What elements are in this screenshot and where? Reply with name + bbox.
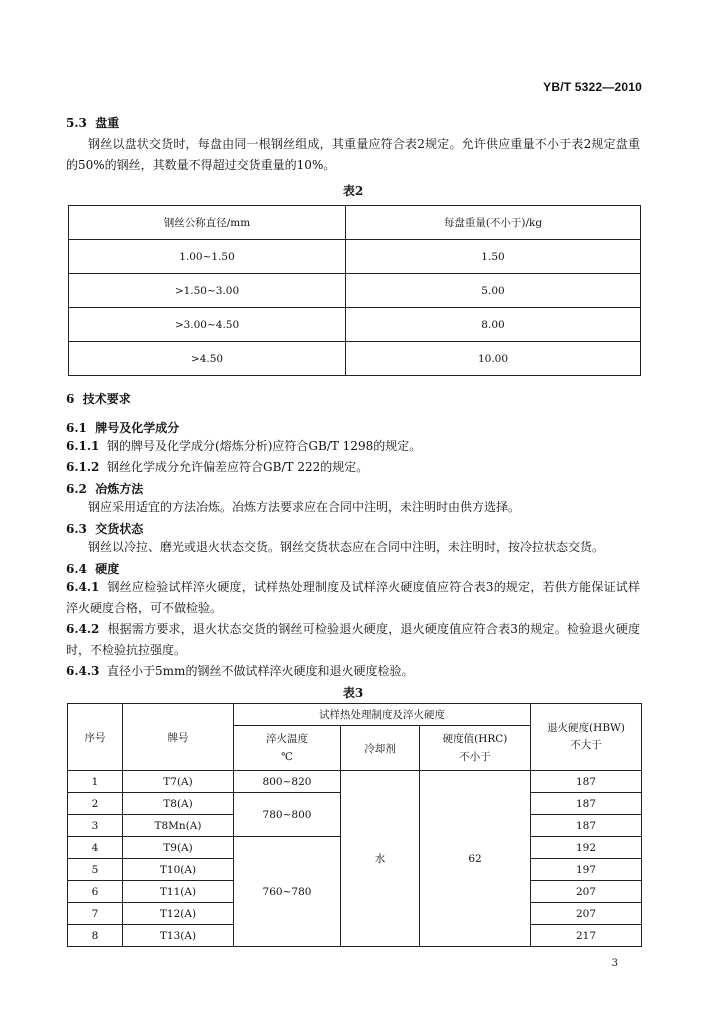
- temp-line2: ℃: [281, 751, 293, 763]
- section-title: 冶炼方法: [95, 482, 144, 496]
- table3-hbw: 207: [531, 881, 642, 903]
- section-number: 6: [66, 392, 75, 406]
- hardness-line1: 硬度值(HRC): [442, 733, 508, 745]
- table-row: [69, 274, 641, 308]
- section-number: 6.2: [66, 482, 87, 496]
- table-2: [68, 205, 641, 376]
- section-number: 6.4.2: [66, 622, 100, 636]
- table3-grade: T8(A): [123, 793, 234, 815]
- table3-temp: 800~820: [234, 771, 341, 793]
- section-6-3-heading: [66, 520, 143, 537]
- table3-temp: 760~780: [234, 837, 341, 947]
- table3-hbw: 187: [531, 771, 642, 793]
- table3-grade: T9(A): [123, 837, 234, 859]
- anneal-line2: 不大于: [570, 739, 602, 751]
- section-6-2-heading: [66, 480, 143, 497]
- table3-header-anneal: [531, 704, 642, 771]
- table2-caption: 表2: [342, 184, 364, 198]
- table3-header-hardness: [420, 726, 531, 771]
- table2-cell: >4.50: [69, 342, 346, 376]
- section-title: 牌号及化学成分: [95, 421, 180, 435]
- anneal-line1: 退火硬度(HBW): [547, 722, 625, 734]
- page-number: 3: [611, 958, 618, 969]
- table2-cell: 1.00~1.50: [69, 240, 346, 274]
- section-6-2-text: 钢应采用适宜的方法冶炼。冶炼方法要求应在合同中注明，未注明时由供方选择。: [88, 500, 521, 514]
- table3-hbw: 197: [531, 859, 642, 881]
- section-6-3-text: 钢丝以冷拉、磨光或退火状态交货。钢丝交货状态应在合同中注明，未注明时，按冷拉状态交货。: [88, 540, 605, 554]
- table2-header-diameter: 钢丝公称直径/mm: [69, 206, 346, 240]
- table3-header-coolant: 冷却剂: [341, 726, 420, 771]
- table3-hbw: 217: [531, 925, 642, 947]
- table2-header-weight: 每盘重量(不小于)/kg: [346, 206, 641, 240]
- section-6-4-2: [66, 619, 640, 661]
- section-title: 盘重: [95, 116, 120, 130]
- table3-seq: 1: [68, 771, 123, 793]
- table3-grade: T13(A): [123, 925, 234, 947]
- table2-cell: 1.50: [346, 240, 641, 274]
- hardness-line2: 不小于: [459, 751, 491, 763]
- table3-hrc: 62: [420, 771, 531, 947]
- table2-cell: >1.50~3.00: [69, 274, 346, 308]
- section-number: 5.3: [66, 116, 87, 130]
- table3-header-group: 试样热处理制度及淬火硬度: [234, 704, 531, 726]
- table3-hbw: 192: [531, 837, 642, 859]
- standard-number: YB/T 5322—2010: [543, 80, 642, 94]
- section-text: 根据需方要求，退火状态交货的钢丝可检验退火硬度，退火硬度值应符合表3的规定。检验退火硬度时，不检验抗拉强度。: [66, 622, 640, 657]
- table2-cell: 8.00: [346, 308, 641, 342]
- table2-cell: 10.00: [346, 342, 641, 376]
- table3-seq: 3: [68, 815, 123, 837]
- section-number: 6.4: [66, 562, 87, 576]
- section-number: 6.3: [66, 522, 87, 536]
- table3-header-temp: [234, 726, 341, 771]
- section-6-heading: [66, 390, 131, 407]
- section-text: 钢的牌号及化学成分(熔炼分析)应符合GB/T 1298的规定。: [107, 439, 422, 453]
- table2-cell: >3.00~4.50: [69, 308, 346, 342]
- table2-cell: 5.00: [346, 274, 641, 308]
- table3-caption: 表3: [342, 686, 364, 700]
- table3-header-seq: 序号: [68, 704, 123, 771]
- table3-hbw: 187: [531, 815, 642, 837]
- table3-seq: 6: [68, 881, 123, 903]
- table3-grade: T10(A): [123, 859, 234, 881]
- table-row: [68, 771, 642, 793]
- section-number: 6.1.1: [66, 439, 100, 453]
- section-number: 6.4.3: [66, 664, 100, 678]
- table3-seq: 8: [68, 925, 123, 947]
- table3-coolant: 水: [341, 771, 420, 947]
- section-text: 钢丝化学成分允许偏差应符合GB/T 222的规定。: [107, 460, 369, 474]
- table-row: [69, 240, 641, 274]
- table3-grade: T11(A): [123, 881, 234, 903]
- section-5-3-text: 钢丝以盘状交货时，每盘由同一根钢丝组成，其重量应符合表2规定。允许供应重量不小于表2规定盘重的50%的钢丝，其数量不得超过交货重量的10%。: [66, 137, 640, 172]
- table3-grade: T12(A): [123, 903, 234, 925]
- table-3: [67, 703, 642, 947]
- temp-line1: 淬火温度: [266, 733, 308, 745]
- section-6-4-1: [66, 577, 640, 619]
- table3-seq: 2: [68, 793, 123, 815]
- section-6-1-1: [66, 436, 640, 457]
- table3-hbw: 187: [531, 793, 642, 815]
- section-title: 硬度: [95, 562, 120, 576]
- section-number: 6.1.2: [66, 460, 100, 474]
- section-title: 交货状态: [95, 522, 144, 536]
- table3-seq: 5: [68, 859, 123, 881]
- table3-temp: 780~800: [234, 793, 341, 837]
- section-5-3-heading: [66, 114, 119, 131]
- section-text: 直径小于5mm的钢丝不做试样淬火硬度和退火硬度检验。: [107, 664, 414, 678]
- table-row: [69, 342, 641, 376]
- section-number: 6.1: [66, 421, 87, 435]
- table3-header-grade: 牌号: [123, 704, 234, 771]
- table3-grade: T7(A): [123, 771, 234, 793]
- section-text: 钢丝应检验试样淬火硬度，试样热处理制度及试样淬火硬度值应符合表3的规定，若供方能保证试样淬火硬度合格，可不做检验。: [66, 580, 640, 615]
- section-6-1-2: [66, 457, 640, 478]
- table-row: [69, 308, 641, 342]
- table3-grade: T8Mn(A): [123, 815, 234, 837]
- section-title: 技术要求: [82, 392, 131, 406]
- section-number: 6.4.1: [66, 580, 100, 594]
- section-6-4-heading: [66, 560, 119, 577]
- table3-hbw: 207: [531, 903, 642, 925]
- table3-seq: 4: [68, 837, 123, 859]
- section-6-1-heading: [66, 419, 179, 436]
- section-6-4-3: [66, 661, 640, 682]
- table3-seq: 7: [68, 903, 123, 925]
